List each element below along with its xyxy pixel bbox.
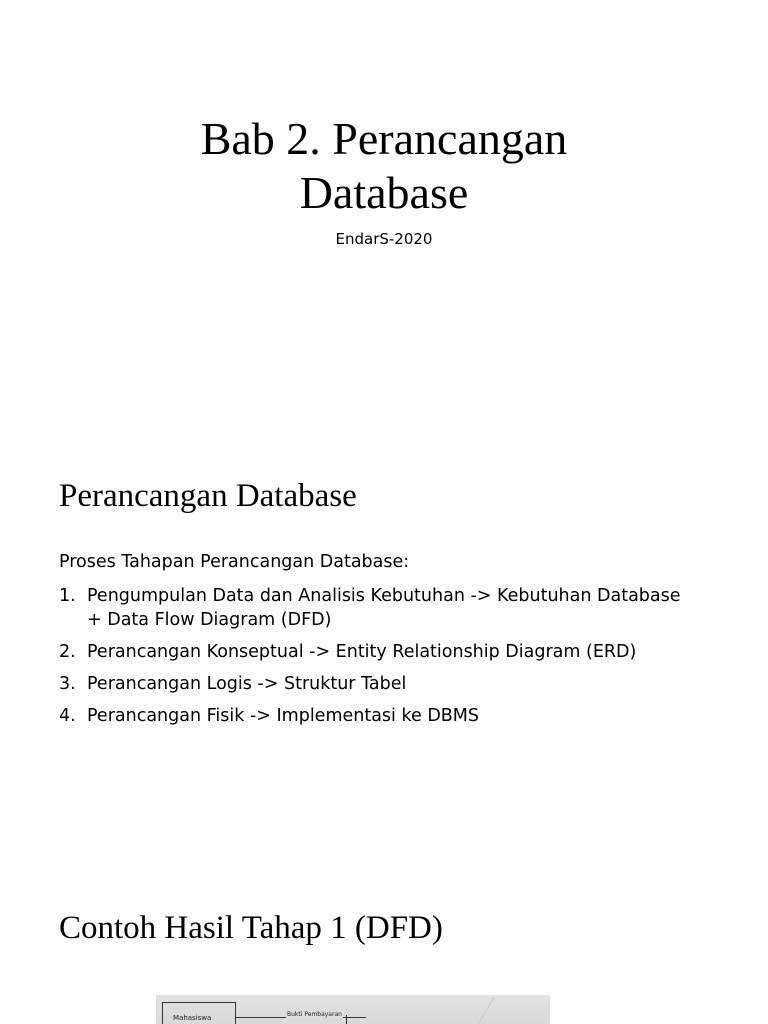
dfd-flow-connector	[346, 1015, 347, 1024]
list-number: 2.	[59, 642, 76, 662]
section-heading: Perancangan Database	[59, 478, 357, 514]
list-item	[59, 704, 681, 728]
list-text: Perancangan Konseptual -> Entity Relationship Diagram (ERD)	[87, 642, 637, 662]
list-text: Pengumpulan Data dan Analisis Kebutuhan -> Kebutuhan Database	[87, 586, 681, 606]
list-number: 3.	[59, 674, 76, 694]
list-text: Perancangan Logis -> Struktur Tabel	[87, 674, 407, 694]
title-line-2: Database	[299, 167, 469, 218]
list-item	[59, 640, 681, 664]
slide-title	[0, 112, 768, 220]
intro-text: Proses Tahapan Perancangan Database:	[59, 552, 410, 572]
list-number: 4.	[59, 706, 76, 726]
dfd-diagram-image	[156, 995, 550, 1024]
process-steps-list	[59, 584, 681, 736]
dfd-flow-label: Bukti Pembayaran	[287, 1011, 342, 1018]
slide-subtitle: EndarS-2020	[335, 230, 433, 248]
list-text-continued: + Data Flow Diagram (DFD)	[87, 610, 332, 630]
section-heading-dfd: Contoh Hasil Tahap 1 (DFD)	[59, 910, 443, 946]
list-text: Perancangan Fisik -> Implementasi ke DBMS	[87, 706, 480, 726]
title-line-1: Bab 2. Perancangan	[200, 113, 568, 164]
list-number: 1.	[59, 586, 76, 606]
list-item	[59, 672, 681, 696]
list-item	[59, 584, 681, 632]
dfd-faint-line	[478, 997, 550, 1023]
dfd-entity-label: Mahasiswa	[173, 1014, 212, 1022]
